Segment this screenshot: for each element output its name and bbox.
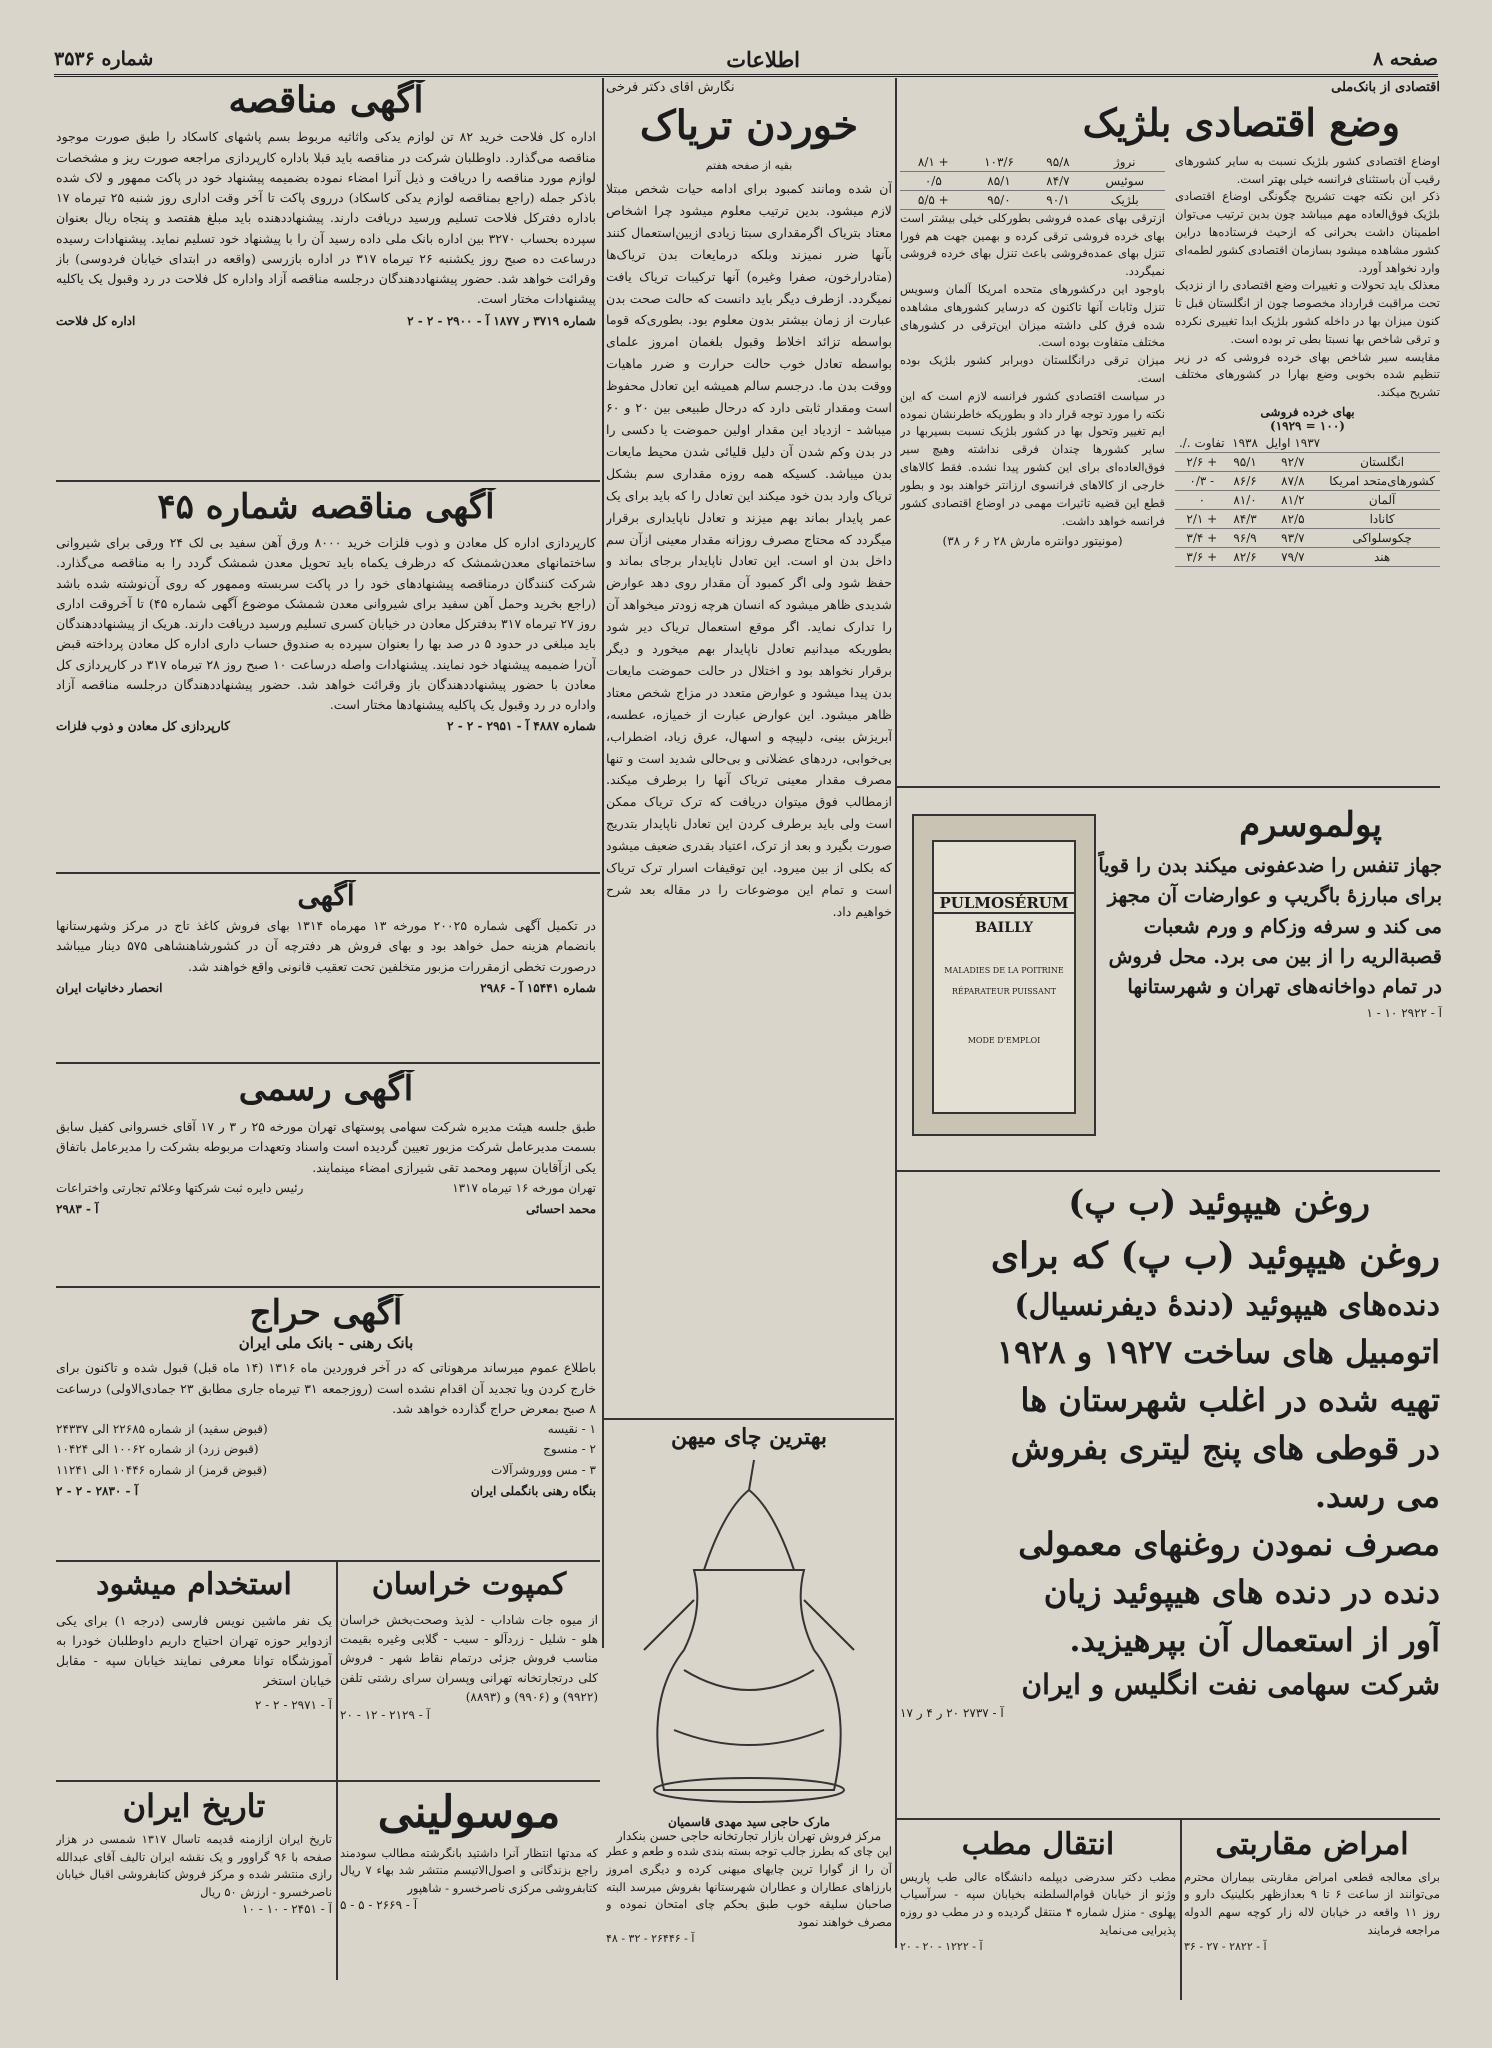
ad-body: طبق جلسه هیئت مدیره شرکت سهامی پوستهای تهران مورخه ۲۵ ر ۳ ر ۱۷ آقای خسروانی کفیل سابق بسمت مدیرعامل شرکت مزبور تعیین گردیده است واسناد وتعهدات مربوطه بشرکت را مدیرعامل باتفاق یکی ازآقایان سپهر ومحمد تقی شیرازی امضاء مینمایند. (56, 1119, 596, 1175)
ad-title: بهترین چای میهن (670, 1425, 828, 1450)
ad-ref: آ - ۲۱۲۹ - ۱۲ - ۲۰ (340, 1707, 430, 1722)
table-cell: ۹۰/۱ (1031, 190, 1084, 209)
ad-ref: شماره ۴۸۸۷ آ - ۲۹۵۱ - ۲ - ۲ (447, 719, 596, 734)
table-cell: کشورهای‌متحد امریکا (1324, 471, 1440, 490)
ad-line: آور از استعمال آن بپرهیزید. (1069, 1621, 1440, 1659)
economy-article (900, 80, 1440, 780)
official-ad (56, 1070, 596, 1282)
table-cell: ۹۶/۹ (1229, 528, 1262, 547)
ad-body: از میوه جات شاداب - لذیذ وصحت‌بخش خراسان هلو - شلیل - زردآلو - سیب - گلابی وغیره بقیمت مناسب فروش جزئی درتمام نقاط شهر - فروش کلی درتجارتخانه تهرانی وپسران سرای رشتی تلفن (۹۹۲۲) و (۹۹۰۶) و (۸۸۹۳) (340, 1612, 598, 1705)
ad-line: روغن هیپوئید (ب پ) که برای (990, 1235, 1440, 1277)
auction-ad (56, 1294, 596, 1556)
section-rule (897, 1818, 1440, 1820)
table-cell: ۸۵/۱ (967, 171, 1032, 190)
tea-illustration (604, 1450, 894, 1810)
ad-ref: آ - ۲۶۴۴۶ - ۳۲ - ۴۸ (606, 1932, 695, 1946)
notice-ad (56, 880, 596, 1058)
page-number: صفحه ۸ (1372, 48, 1438, 70)
ad-signature: انحصار دخانیات ایران (56, 980, 163, 995)
ad-ref: آ - ۲۴۵۱ - ۱۰ - ۱۰ (242, 1902, 332, 1917)
table-row (1175, 490, 1440, 509)
list-item (56, 1460, 596, 1480)
ad-ref: آ - ۲۸۳۰ - ۲ - ۲ (56, 1484, 139, 1499)
pkg-line1: MALADIES DE LA POITRINE (944, 966, 1064, 975)
article-kicker: اقتصادی از بانک‌ملی (1331, 80, 1440, 95)
table-header-row (1175, 434, 1440, 453)
table-row (1175, 452, 1440, 471)
pulmoserum-ad (1096, 806, 1442, 1166)
table-base: (۱۰۰ = ۱۹۲۹) (1270, 418, 1345, 433)
ad-ref: آ - ۲۹۲۲ ۱۰ - ۱ (1366, 1006, 1442, 1021)
ad-body: باطلاع عموم میرساند مرهوناتی که در آخر فروردین ماه ۱۳۱۶ (۱۴ ماه قبل) قبول شده و تاکنون برای خارج کردن ویا تجدید آن اقدام نشده است (روزجمعه ۳۱ تیرماه جاری مطابق ۲۳ جمادی‌الاولی) درساعت ۸ صبح بمعرض حراج گذارده خواهد شد. (56, 1360, 596, 1416)
ad-date: تهران مورخه ۱۶ تیرماه ۱۳۱۷ (452, 1180, 596, 1195)
ad-line: دنده‌های هیپوئید (دندهٔ دیفرنسیال) (1014, 1288, 1440, 1323)
ad-title: تاریخ ایران (122, 1788, 266, 1825)
table-row (900, 153, 1165, 172)
column-rule (602, 78, 604, 1648)
table-cell: ۹۲/۷ (1262, 452, 1325, 471)
ad-body: در تکمیل آگهی شماره ۲۰۰۲۵ مورخه ۱۳ مهرماه ۱۳۱۴ بهای فروش کاغذ تاج در مرکز وشهرستانها بانضمام هزینه حمل خواهد بود و بهای فروش هر دفترچه آن در کشورشاهنشاهی ۵۷۵ دینار میباشد درصورت تخطی ازمقررات مزبور متخلفین تحت تعقیب قانونی واقع خواهند شد. (56, 918, 596, 974)
ad-brand: مارک حاجی سید مهدی قاسمیان (668, 1815, 830, 1829)
table-cell: نروژ (1085, 153, 1165, 172)
ad-ref: آ - ۲۹۸۳ (56, 1202, 99, 1217)
ad-title: انتقال مطب (961, 1828, 1115, 1862)
ad-body: جهاز تنفس را ضدعفونی میکند بدن را قویاً برای مبارزهٔ باگریپ و عوارضات آن مجهز می کند و سرفه وزکام و ورم شعبات قصبة‌الریه را از بین می برد. محل فروش در تمام دواخانه‌های تهران و شهرستانها (1098, 854, 1442, 998)
article-paragraph: باوجود این درکشورهای متحده امریکا آلمان وسویس تنزل وثابات آنها تاکنون که درسایر کشورهای مشاهده شده فرق کلی داشته میزان این‌ترقی در کشورهای مختلف متفاوت بوده است. (900, 281, 1165, 350)
item-range: (قبوض سفید) از شماره ۲۲۶۸۵ الی ۲۴۳۳۷ (56, 1422, 268, 1437)
ad-line: تهیه شده در اغلب شهرستان ها (1020, 1381, 1440, 1419)
table-cell: ۸۶/۶ (1229, 471, 1262, 490)
ad-body: برای معالجه قطعی امراض مقاربتی بیماران محترم می‌توانند از ساعت ۶ تا ۹ بعدازظهر بکلینیک دارو و روز ۱۱ واقعه در خیابان لاله زار کوچه سهم الدوله مراجعه فرمایند (1184, 1869, 1440, 1937)
table-row (900, 171, 1165, 190)
ad-ref: آ - ۲۷۳۷ ۲۰ ر ۴ ر ۱۷ (900, 1706, 1004, 1720)
ad-ref: شماره ۳۷۱۹ ر ۱۸۷۷ آ - ۲۹۰۰ - ۲ - ۲ (407, 313, 596, 328)
ad-line: مصرف نمودن روغنهای معمولی (1018, 1525, 1440, 1563)
ad-title: روغن هیپوئید (ب پ) (1068, 1183, 1370, 1223)
ad-title: استخدام میشود (96, 1568, 292, 1602)
section-rule (56, 872, 600, 874)
table-cell: + ۲/۶ (1175, 452, 1229, 471)
tender-ad-45 (56, 488, 596, 870)
table-cell: + ۵/۵ (900, 190, 967, 209)
pkg-brand: PULMOSÉRUM (934, 892, 1074, 914)
ad-line: می رسد. (1314, 1477, 1440, 1515)
ad-title: آگهی مناقصه (228, 80, 424, 121)
article-source: (مونیتور دوانتره مارش ۲۸ ر ۶ ر ۳۸) (942, 534, 1123, 549)
table-row (900, 190, 1165, 209)
table-row (1175, 471, 1440, 490)
price-index-table (1175, 434, 1440, 567)
ad-ref: آ - ۲۸۲۲ - ۲۷ - ۳۶ (1184, 1939, 1267, 1953)
ad-center: مرکز فروش تهران بازار تجارتخانه حاجی حسن بنکدار (616, 1829, 882, 1843)
ad-title: آگهی مناقصه شماره ۴۵ (157, 488, 495, 527)
ad-body: تاریخ ایران ازازمنه قدیمه تاسال ۱۳۱۷ شمسی در هزار صفحه با ۹۶ گراوور و یک نقشه ایران تالیف آقای عبدالله رازی منتشر شده و مرکز فروش کتابفروشی اقبال خیابان ناصرخسرو - ارزش ۵۰ ریال (56, 1831, 332, 1900)
ad-signature: بنگاه رهنی بانگملی ایران (470, 1484, 596, 1499)
ad-title: پولموسرم (1239, 806, 1382, 845)
table-cell: + ۳/۴ (1175, 528, 1229, 547)
table-cell: - ۰/۳ (1175, 471, 1229, 490)
tender-ad-1 (56, 80, 596, 475)
article-continued: بقیه از صفحه هفتم (705, 159, 793, 172)
table-col-head: ۱۹۳۸ (1229, 434, 1262, 453)
table-cell: + ۲/۱ (1175, 509, 1229, 528)
ad-ref: آ - ۲۹۷۱ - ۲ - ۲ (254, 1697, 332, 1712)
column-rule (336, 1560, 338, 1980)
ad-line: اتومبیل های ساخت ۱۹۲۷ و ۱۹۲۸ (996, 1333, 1440, 1371)
table-cell: ۸۷/۸ (1262, 471, 1325, 490)
ad-title: موسولینی (377, 1788, 561, 1838)
issue-number: شماره ۳۵۳۶ (54, 48, 154, 70)
table-col-head (1324, 434, 1440, 453)
ad-signature: شرکت سهامی نفت انگلیس و ایران (1021, 1668, 1440, 1701)
table-cell: چکوسلواکی (1324, 528, 1440, 547)
section-rule (338, 1780, 600, 1782)
ad-registrar: رئیس دایره ثبت شرکتها وعلائم تجارتی واختراعات (56, 1180, 304, 1195)
ad-title: آگهی حراج (249, 1294, 403, 1333)
ad-title: آگهی رسمی (238, 1070, 414, 1109)
item-range: (قبوض قرمز) از شماره ۱۰۴۴۶ الی ۱۱۲۴۱ (56, 1462, 268, 1477)
item-name: ۱ - نقیسه (547, 1422, 596, 1437)
table-row (1175, 509, 1440, 528)
item-range: (قبوض زرد) از شماره ۱۰۰۶۲ الی ۱۰۴۲۴ (56, 1442, 259, 1457)
article-paragraph: در سیاست اقتصادی کشور فرانسه لازم است که این نکته را مورد توجه قرار داد و بطوریکه خاطرنشان نموده ایم تغییر وتحول بها در کشور بلژیک نسبت بسیربها در سایر کشورها چندان فرقی نداشته وهیچ سیر فوق‌العاده‌ای برای این کشور پیدا نشده. فقط کالاهای خارجی از کالاهای فرانسوی ارزانتر خواهند بود و بطور قطع این قضیه تاثیرات مهمی در اوضاع اقتصادی کشور فرانسه خواهد داشت. (900, 388, 1165, 528)
article-paragraph: مقایسه سیر شاخص بهای خرده فروشی که در زیر تنظیم شده بخوبی وضع بهارا در کشورهای مختلف تشریح میکند. (1175, 349, 1440, 400)
section-rule (56, 480, 600, 482)
table-cell: ۸۲/۶ (1229, 547, 1262, 566)
table-cell: ۹۵/۰ (967, 190, 1032, 209)
ad-ref: آ - ۲۶۶۹ - ۵ - ۵ (340, 1898, 418, 1913)
ad-subtitle: بانک رهنی - بانک ملی ایران (238, 1334, 414, 1353)
ad-signature: کارپردازی کل معادن و ذوب فلزات (56, 719, 230, 734)
ad-body: مطب دکتر سدرضی دیپلمه دانشگاه عالی طب پاریس وژنو از خیابان قوام‌السلطنه بخیابان سپه - سرآسیاب پهلوی - منزل شماره ۴ منتقل گردیده و در مطب دو روزه پذیرایی می‌نماید (900, 1869, 1176, 1937)
paper-name: اطلاعات (726, 46, 801, 72)
ad-title: آگهی (297, 880, 355, 912)
table-cell: هند (1324, 547, 1440, 566)
table-cell: کانادا (1324, 509, 1440, 528)
section-rule (56, 1780, 336, 1782)
article-paragraph: ازترقی بهای عمده فروشی بطورکلی خیلی بیشتر است بهای خرده فروشی ترقی کرده و بهمین جهت هم فورا تنزل بهای عمده‌فروشی باعث تنزل بهای خرده فروشی نمیگردد. (900, 210, 1165, 279)
opium-article (606, 80, 892, 1415)
table-title: بهای خرده فروشی (1260, 405, 1355, 420)
list-item (56, 1419, 596, 1439)
table-cell: ۱۰۳/۶ (967, 153, 1032, 172)
ad-ref: آ - ۱۲۲۲ - ۲۰ - ۲۰ (900, 1939, 983, 1953)
ad-body: که مدتها انتظار آنرا داشتید بانگرشته مطالب سودمند راجع بزندگانی و اصول‌الاتیسم منتشر شد بهاء ۷ ریال کتابفروشی مرکزی ناصرخسرو - شاهپور (340, 1845, 598, 1896)
table-cell: ۸۱/۲ (1262, 490, 1325, 509)
section-rule (604, 1418, 894, 1420)
article-title: خوردن تریاک (639, 102, 859, 149)
section-rule (897, 786, 1440, 788)
ad-body: اداره کل فلاحت خرید ۸۲ تن لوازم یدکی واثاثیه مربوط بسم پاشهای کاسکاد را طبق صورت موجود مناقصه می‌گذارد. داوطلبان شرکت در مناقصه باید قبلا باداره کارپردازی مراجعه صورت ریز و مشخصات لوازم مورد مناقصه را دریافت و ذیل آنرا امضاء نموده بضمیمه پیشنهاد خود در پاکت ممهور و لاک شده باذکر جمله (راجع بمناقصه لوازم یدکی کاسکاد) درروی پاکت تا آخر وقت اداری روز شنبه ۲۵ تیرماه ۱۷ باداره دفترکل فلاحت تسلیم ورسید دریافت دارند. پیشنهاددهنده باید مبلغ هفتصد و پنجاه ریال بعنوان سپرده بحساب ۳۲۷۰ بین اداره بانک ملی داده رسید آن را با پیشنهاد خود تسلیم نماید. پیشنهادات رسیده درساعت ده صبح روز یکشنبه ۲۶ تیرماه ۳۱۷ در اداره بازرسی (واقعه در ابتدای خیابان فردوسی) باز وقرائت خواهد شد. حضور پیشنهاددهندگان درجلسه مناقصه آزاد واداره کل فلاحت در رد وقبول یک یاکلیه پیشنهادات مختار است. (56, 129, 596, 307)
section-rule (56, 1560, 600, 1562)
ad-title: کمپوت خراسان (371, 1568, 567, 1602)
section-rule (56, 1062, 600, 1064)
ad-line: دنده در دنده های هیپوئید زیان (1043, 1573, 1440, 1611)
table-cell: سوئیس (1085, 171, 1165, 190)
table-cell: ۹۵/۸ (1031, 153, 1084, 172)
pkg-line3: MODE D'EMPLOI (967, 1036, 1041, 1045)
table-cell: آلمان (1324, 490, 1440, 509)
hiring-ad (56, 1568, 332, 1774)
article-body: آن شده ومانند کمبود برای ادامه حیات شخص مبتلا لازم میشود. بدین ترتیب معلوم میشود چرا اشخاص معتاد بتریاک اگرمقداری سبتا زیادی ازیین‌استعمال کنند بآنها ضرر نمیزند وبلکه درمایعات بدن تریاک‌ها (متادرارخون، صفرا وغیره) آنها ترکیبات تریاک یافت نمیگردد. ازطرف دیگر باید دانست که حالت صحت بدن عبارت از زمان بیشتر بدون معلوم بود. بطوری‌که قوما بواسطه تزائد اخلاط وقبول بلغمان امروز علمای بواسطه تعادل خوب حالت حرارت و ضرر ماهیات ووقت بدن ما. درجسم سالم همیشه این تعادل محفوظ است ومقدار ثابتی دارد که درحال طبیعی بین ۲۰ و ۶۰ میباشد - ازدیاد این مقدار اولین حموضت یا دکسی را در بدن وکم شدن آن دلیل قلیائی شدن محیط مایعات بدن میباشد. کسیکه همه روزه مقداری سم بشکل تریاک وارد بدن خود میکند این تعادل را که باید برای یک عمر پایدار بماند بهم میزند و تعادل ناپایداری برقرار میگردد که محتاج مصرف روزانه مقدار معینی ازآن سم داخل بدن او است. این تعادل ناپایدار برجای بماند و حفظ شود ولی اگر کمبود آن مقدار روی دهد عوارض شدیدی ظاهر میشود که انسان هرچه زودتر میخواهد آن را تدارک نماید. اگر موقع استعمال تریاک دیر شود بطوریکه میدانیم تعادل ناپایدار بهم میخورد و دیگر برقرار نخواهد بود و اختلال در حالت حموضت مایعات بدن پیدا میشود و عوارض متعدد در مزاج شخص معتاد ظاهر میشود. این عوارض عبارت از خمیازه، عطسه، آبریزش بینی، دلپیچه و اسهال، عرق زیاد، اضطراب، بی‌خوابی، دردهای عضلانی و بی‌حالی شدید است و تنها مصرف مقدار معینی تریاک آنها را برطرف میکند. ازمطالب فوق میتوان دریافت که ترک تریاک ممکن است ولی باید برطرف کردن این تعادل ناپایدار بتدریج صورت بگیرد و بعد از ترک، اعتیاد بقدری ضعیف میشود که بکلی از بین میرود. این توقیفات اسرار ترک تریاک است و تمام این موضوعات را در مقاله بعد شرح خواهیم داد. (606, 181, 892, 919)
article-paragraph: اوضاع اقتصادی کشور بلژیک نسبت به سایر کشورهای رقیب آن باستثنای فرانسه خیلی بهتر است. (1175, 153, 1440, 186)
table-cell: ۹۵/۱ (1229, 452, 1262, 471)
table-cell: ۰/۵ (900, 171, 967, 190)
history-book-ad (56, 1788, 332, 1988)
table-cell: ۸۴/۷ (1031, 171, 1084, 190)
table-row (1175, 528, 1440, 547)
compote-ad (340, 1568, 598, 1774)
tea-ad-text (606, 1815, 892, 1985)
item-name: ۲ - منسوج (543, 1442, 596, 1457)
table-cell: ۸۴/۳ (1229, 509, 1262, 528)
article-title: وضع اقتصادی بلژیک (1082, 100, 1400, 145)
table-cell: ۷۹/۷ (1262, 547, 1325, 566)
pkg-line2: RÉPARATEUR PUISSANT (951, 987, 1057, 996)
section-rule (56, 1286, 600, 1288)
table-cell: ۸۱/۰ (1229, 490, 1262, 509)
table-col-head: تفاوت ./. (1175, 434, 1229, 453)
ad-title: امراض مقاربتی (1215, 1828, 1409, 1862)
column-rule (1180, 1820, 1182, 2000)
clinic-move-ad (900, 1828, 1176, 1998)
table-cell: + ۳/۶ (1175, 547, 1229, 566)
ad-name: محمد احسائی (525, 1202, 596, 1217)
table-cell: ۸۲/۵ (1262, 509, 1325, 528)
table-cell: انگلستان (1324, 452, 1440, 471)
article-byline: نگارش آقای دکتر فرخی (606, 80, 735, 95)
table-cell: ۹۳/۷ (1262, 528, 1325, 547)
hypoid-oil-ad (900, 1178, 1440, 1808)
table-cell: + ۸/۱ (900, 153, 967, 172)
table-cell: بلژیک (1085, 190, 1165, 209)
article-paragraph: معذلک باید تحولات و تغییرات وضع اقتصادی را از نزدیک تحت مراقبت قرارداد مخصوصا چون از انگلستان قبل تا کنون میزان بها در داخله کشور بلژیک ابدا تغییری نکرده و ترقی شاخص بها نسبتا بطی تر بوده است. (1175, 278, 1440, 346)
table-row (1175, 547, 1440, 566)
table-cell: ۰ (1175, 490, 1229, 509)
ad-signature: اداره کل فلاحت (56, 313, 136, 328)
ad-line: در قوطی های پنج لیتری بفروش (1010, 1429, 1440, 1467)
item-name: ۳ - مس ووروشرآلات (490, 1462, 596, 1477)
ad-body: این چای که بطرز جالب توجه بسته بندی شده و طعم و عطر آن را از گوارا ترین چایهای میهنی کرده و دیگری امروز بارزاهای عطاران و عطاران شهرستانها بفروش میرسد البته صاحبان سلیقه خوب طبق بحکم چای امتحان نموده و مصرف خواهند نمود (606, 1844, 892, 1930)
table-col-head: ۱۹۳۷ اوایل (1262, 434, 1325, 453)
pulmoserum-package-image (912, 814, 1096, 1136)
pkg-maker: BAILLY (974, 920, 1034, 936)
mussolini-book-ad (340, 1788, 598, 1988)
column-rule (895, 78, 897, 1948)
ad-ref: شماره ۱۵۴۴۱ آ - ۲۹۸۶ (480, 980, 596, 995)
price-index-table-cont (900, 153, 1165, 210)
article-paragraph: ذکر این نکته جهت تشریح چگونگی اوضاع اقتصادی بلژیک فوق‌العاده مهم میباشد چون بدین ترتیب می‌توان اطمینان داشت بحرانی که ازحیث فرستاده‌ها دراین کشور مشاهده میشود بسازمان اقتصادی کشور لطمه‌ای وارد نخواهد آورد. (1175, 189, 1440, 275)
ad-body: یک نفر ماشین نویس فارسی (درجه ۱) برای یکی ازدوایر حوزه تهران احتیاج داریم داوطلبان خودرا به آموزشگاه توانا معرفی نمایند خیابان سپه - مقابل خیابان استخر (56, 1612, 332, 1689)
list-item (56, 1439, 596, 1459)
page-header (54, 44, 1438, 77)
contagious-diseases-ad (1184, 1828, 1440, 1998)
section-rule (897, 1170, 1440, 1172)
article-paragraph: میزان ترقی درانگلستان دوبرابر کشور بلژیک بوده است. (900, 353, 1165, 385)
ad-body: کارپردازی اداره کل معادن و ذوب فلزات خرید ۸۰۰۰ ورق آهن سفید بی لک ۲۴ ورقی برای شیروانی ساختمانهای معدن‌شمشک که درظرف یکماه باید تحویل معدن شمشک گردد را به مناقصه می‌گذارد. شرکت کنندگان درمناقصه پیشنهادهای خود را در پاکت سربسته وممهور که روی آن‌نوشته شده باشد (راجع بخرید وحمل آهن سفید برای شیروانی معدن شمشک موضوع آگهی شماره ۴۵) تا آخروقت اداری روز ۲۷ تیرماه ۳۱۷ بدفترکل معادن در خیابان کسری تسلیم ورسید دریافت دارند. هریک از پیشنهاددهندگان باید مبلغی در حدود ۵ در صد بها را بعنوان سپرده به صندوق حساب داری اداره کل معادن پرداخته قبض آن‌را ضمیمه پیشنهاد خود نمایند. پیشنهادات واصله درساعت ۱۰ صبح روز ۲۸ تیرماه ۳۱۷ در کارپردازی کل معادن با حضور پیشنهاددهندگان باز وقرائت خواهد شد. حضور پیشنهاددهندگان درجلسه مناقصه آزاد واداره در رد وقبول یک پاکلیه پیشنهادها مختار است. (56, 535, 596, 713)
